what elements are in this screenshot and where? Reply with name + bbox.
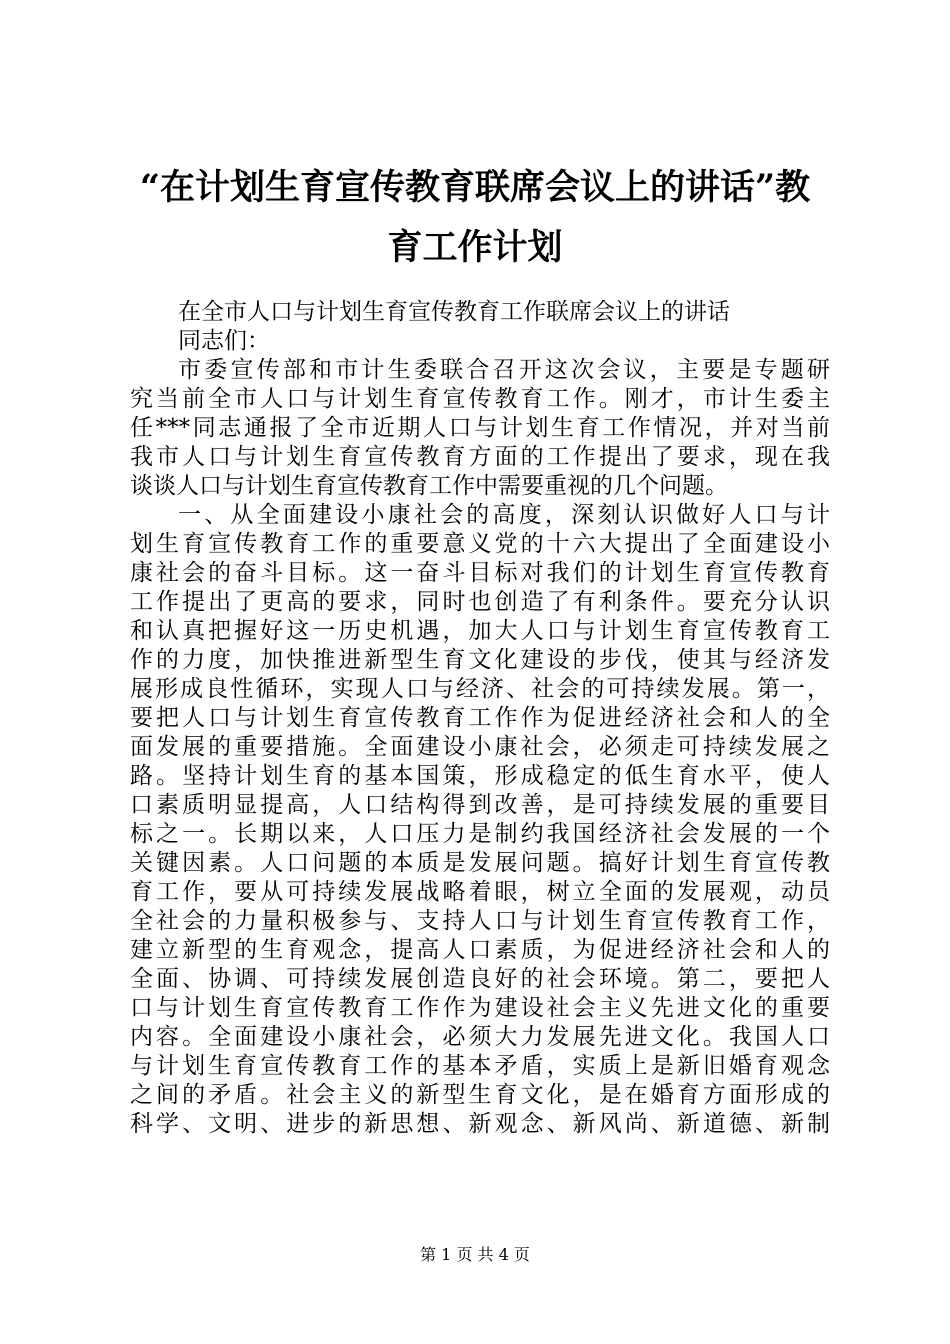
document-body xyxy=(130,298,830,1139)
body-line: 科学、文明、进步的新思想、新观念、新风尚、新道德、新制 xyxy=(130,1111,830,1137)
body-line: 要把人口与计划生育宣传教育工作作为促进经济社会和人的全 xyxy=(130,705,830,731)
speech-heading: 在全市人口与计划生育宣传教育工作联席会议上的讲话 xyxy=(178,299,730,325)
page-number: 第 1 页 共 4 页 xyxy=(420,1245,530,1264)
body-line: 我市人口与计划生育宣传教育方面的工作提出了要求，现在我 xyxy=(130,444,830,470)
body-line: 谈谈人口与计划生育宣传教育工作中需要重视的几个问题。 xyxy=(130,473,728,499)
salutation: 同志们： xyxy=(178,328,270,354)
document-title xyxy=(120,158,830,278)
body-line: 全社会的力量积极参与、支持人口与计划生育宣传教育工作， xyxy=(130,908,830,934)
body-line: 口与计划生育宣传教育工作作为建设社会主义先进文化的重要 xyxy=(130,995,830,1021)
body-line: 全面、协调、可持续发展创造良好的社会环境。第二，要把人 xyxy=(130,966,830,992)
title-line-1: “在计划生育宣传教育联席会议上的讲话”教 xyxy=(139,167,811,208)
body-line: 工作提出了更高的要求，同时也创造了有利条件。要充分认识 xyxy=(130,589,830,615)
body-line: 市委宣传部和市计生委联合召开这次会议，主要是专题研 xyxy=(178,357,830,383)
body-line: 育工作，要从可持续发展战略着眼，树立全面的发展观，动员 xyxy=(130,879,830,905)
body-line: 口素质明显提高，人口结构得到改善，是可持续发展的重要目 xyxy=(130,792,830,818)
title-line-2: 育工作计划 xyxy=(387,227,563,268)
body-line: 标之一。长期以来，人口压力是制约我国经济社会发展的一个 xyxy=(130,821,830,847)
body-line: 关键因素。人口问题的本质是发展问题。搞好计划生育宣传教 xyxy=(130,850,830,876)
body-line: 内容。全面建设小康社会，必须大力发展先进文化。我国人口 xyxy=(130,1024,830,1050)
body-line: 面发展的重要措施。全面建设小康社会，必须走可持续发展之 xyxy=(130,734,830,760)
body-line: 一、从全面建设小康社会的高度，深刻认识做好人口与计 xyxy=(178,502,830,528)
body-line: 和认真把握好这一历史机遇，加大人口与计划生育宣传教育工 xyxy=(130,618,830,644)
body-line: 展形成良性循环，实现人口与经济、社会的可持续发展。第一， xyxy=(130,676,830,702)
page-footer xyxy=(0,1245,950,1265)
body-line: 之间的矛盾。社会主义的新型生育文化，是在婚育方面形成的 xyxy=(130,1082,830,1108)
body-line: 作的力度，加快推进新型生育文化建设的步伐，使其与经济发 xyxy=(130,647,830,673)
body-line: 建立新型的生育观念，提高人口素质，为促进经济社会和人的 xyxy=(130,937,830,963)
body-line: 与计划生育宣传教育工作的基本矛盾，实质上是新旧婚育观念 xyxy=(130,1053,830,1079)
body-line: 路。坚持计划生育的基本国策，形成稳定的低生育水平，使人 xyxy=(130,763,830,789)
body-line: 任***同志通报了全市近期人口与计划生育工作情况，并对当前 xyxy=(130,415,830,441)
body-line: 划生育宣传教育工作的重要意义党的十六大提出了全面建设小 xyxy=(130,531,830,557)
body-line: 究当前全市人口与计划生育宣传教育工作。刚才，市计生委主 xyxy=(130,386,830,412)
body-line: 康社会的奋斗目标。这一奋斗目标对我们的计划生育宣传教育 xyxy=(130,560,830,586)
